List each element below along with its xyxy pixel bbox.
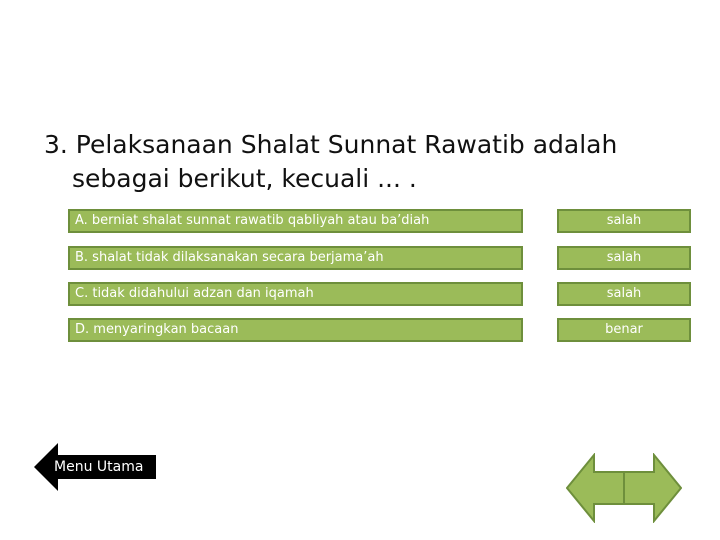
question-line-2: sebagai berikut, kecuali ... . (72, 164, 417, 193)
menu-utama-label: Menu Utama (54, 459, 144, 475)
verdict-option-d[interactable]: benar (557, 318, 691, 342)
answer-option-b[interactable]: B. shalat tidak dilaksanakan secara berjama’ah (68, 246, 523, 270)
verdict-option-a[interactable]: salah (557, 209, 691, 233)
previous-button[interactable] (566, 453, 624, 523)
answer-option-c[interactable]: C. tidak didahului adzan dan iqamah (68, 282, 523, 306)
next-button[interactable] (624, 453, 682, 523)
menu-utama-button[interactable] (34, 443, 156, 491)
verdict-option-b[interactable]: salah (557, 246, 691, 270)
question-text (44, 128, 684, 196)
question-line-1: 3. Pelaksanaan Shalat Sunnat Rawatib adalah (44, 130, 618, 159)
answer-option-a[interactable]: A. berniat shalat sunnat rawatib qabliyah atau ba’diah (68, 209, 523, 233)
verdict-option-c[interactable]: salah (557, 282, 691, 306)
navigation-arrows (566, 453, 682, 523)
answer-option-d[interactable]: D. menyaringkan bacaan (68, 318, 523, 342)
